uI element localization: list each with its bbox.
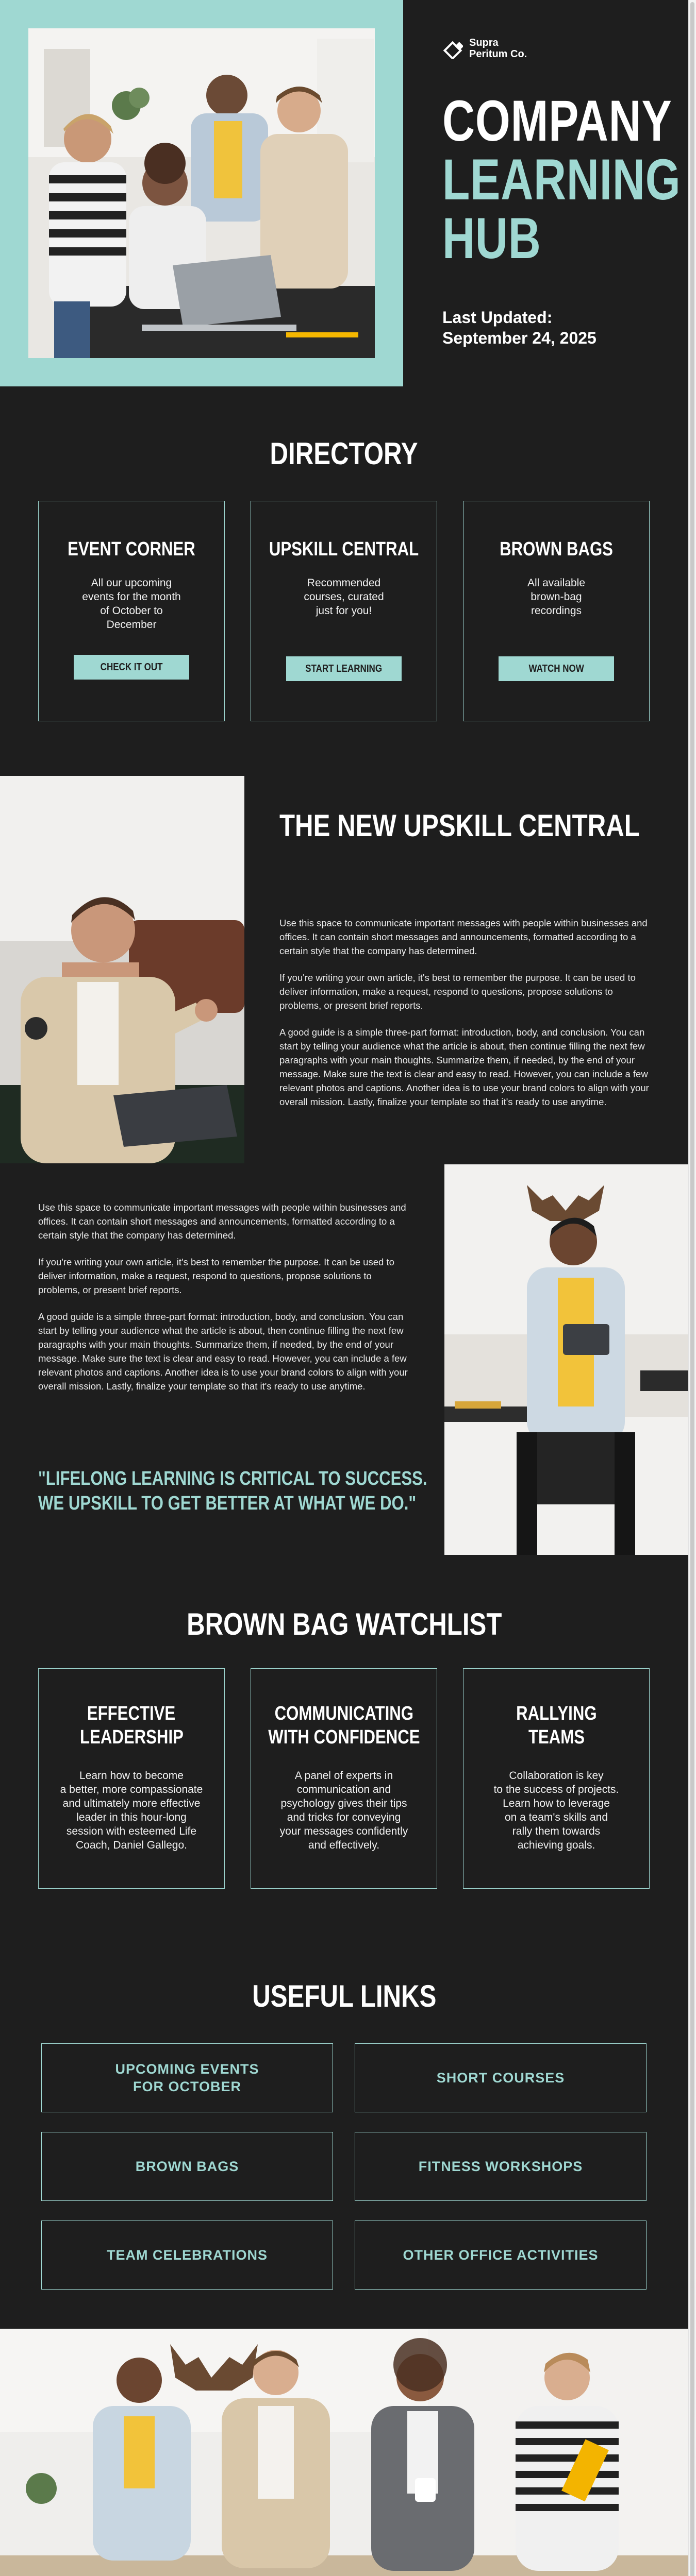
link-other-office-activities[interactable]: OTHER OFFICE ACTIVITIES bbox=[355, 2221, 647, 2290]
card-title bbox=[251, 1702, 437, 1749]
last-updated bbox=[442, 307, 596, 348]
quote-line1: "LIFELONG LEARNING IS CRITICAL TO SUCCESS. bbox=[38, 1468, 427, 1489]
card-description: All available brown-bag recordings bbox=[527, 577, 586, 617]
check-it-out-button[interactable] bbox=[74, 655, 189, 680]
watchlist-card-communicating bbox=[251, 1668, 437, 1889]
brand-name bbox=[469, 37, 527, 60]
card-title bbox=[463, 1702, 649, 1749]
article-paragraph: Use this space to communicate important messages with people within businesses and offices. It can contain short messages and announcements, formatted according to a certain style that the company has determined. bbox=[38, 1202, 406, 1241]
link-brown-bags[interactable]: BROWN BAGS bbox=[41, 2132, 333, 2201]
watchlist-title-text: BROWN BAG WATCHLIST bbox=[186, 1607, 502, 1641]
brand-logo bbox=[442, 37, 527, 60]
team-group-photo bbox=[0, 2329, 688, 2576]
watchlist-card-rallying-teams bbox=[463, 1668, 650, 1889]
hero-title-line1: COMPANY bbox=[442, 89, 672, 153]
article-paragraph: If you're writing your own article, it's best to remember the purpose. It can be used to deliver information, make a request, respond to questions, propose solutions to problems, or present brief reports. bbox=[38, 1257, 394, 1295]
hero-title bbox=[442, 89, 688, 270]
useful-links-title-text: USEFUL LINKS bbox=[252, 1979, 437, 2013]
article-title-text: THE NEW UPSKILL CENTRAL bbox=[279, 808, 640, 843]
hero-title-line2: LEARNING bbox=[442, 147, 681, 212]
directory-card-event-corner bbox=[38, 501, 225, 721]
brand-name-line1: Supra bbox=[469, 37, 499, 48]
article-photo-man-pointing bbox=[0, 776, 244, 1163]
link-upcoming-events[interactable]: UPCOMING EVENTS FOR OCTOBER bbox=[41, 2043, 333, 2112]
last-updated-label: Last Updated: bbox=[442, 308, 553, 327]
link-fitness-workshops[interactable]: FITNESS WORKSHOPS bbox=[355, 2132, 647, 2201]
card-description: All our upcoming events for the month of October to December bbox=[82, 577, 181, 631]
article-paragraph: Use this space to communicate important messages with people within businesses and offices. It can contain short messages and announcements, formatted according to a certain style that the company has determined. bbox=[279, 918, 648, 956]
start-learning-label: START LEARNING bbox=[305, 663, 383, 674]
directory-card-upskill-central bbox=[251, 501, 437, 721]
article-paragraph: A good guide is a simple three-part format: introduction, body, and conclusion. You can start by telling your audience what the article is about, then continue filling the next few paragraphs with your main thoughts. Summarize them, if needed, by the end of your message. Make sure the text is clear and easy to read. However, you can include a few relevant photos and captions. Another idea is to use your brand colors to align with your overall mission. Lastly, finalize your template so that it's ready to use anytime. bbox=[38, 1311, 408, 1392]
watchlist-card-effective-leadership bbox=[38, 1668, 225, 1889]
watch-now-button[interactable] bbox=[499, 656, 614, 681]
card-description: Learn how to become a better, more compassionate and ultimately more effective leader in this hour-long session with esteemed Life Coach, Daniel Gallego. bbox=[60, 1770, 203, 1851]
card-description: Recommended courses, curated just for you! bbox=[304, 577, 384, 617]
card-title bbox=[251, 538, 437, 561]
article-paragraph: If you're writing your own article, it's best to remember the purpose. It can be used to deliver information, make a request, respond to questions, propose solutions to problems, or present brief reports. bbox=[279, 972, 636, 1011]
check-it-out-label: CHECK IT OUT bbox=[100, 662, 163, 673]
brand-name-line2: Peritum Co. bbox=[469, 48, 527, 60]
card-title-line2: WITH CONFIDENCE bbox=[268, 1726, 420, 1748]
article-body-left bbox=[38, 1200, 410, 1406]
card-title-text: UPSKILL CENTRAL bbox=[269, 538, 419, 560]
brand-logo-icon bbox=[442, 38, 463, 59]
card-title-line1: EFFECTIVE bbox=[87, 1703, 176, 1724]
link-team-celebrations[interactable]: TEAM CELEBRATIONS bbox=[41, 2221, 333, 2290]
hero-title-line3: HUB bbox=[442, 206, 541, 270]
directory-title-text: DIRECTORY bbox=[270, 436, 419, 471]
watchlist-title bbox=[0, 1606, 688, 1642]
directory-title bbox=[0, 436, 688, 471]
card-title-line2: TEAMS bbox=[528, 1726, 585, 1748]
article-paragraph: A good guide is a simple three-part format: introduction, body, and conclusion. You can start by telling your audience what the article is about, then continue filling the next few paragraphs with your main thoughts. Summarize them, if needed, by the end of your message. Make sure the text is clear and easy to read. However, you can include a few relevant photos and captions. Another idea is to use your brand colors to align with your overall mission. Lastly, finalize your template so that it's ready to use anytime. bbox=[279, 1027, 649, 1107]
hero-accent-panel bbox=[0, 0, 403, 386]
card-title-line1: COMMUNICATING bbox=[274, 1703, 413, 1724]
card-title bbox=[39, 538, 224, 561]
directory-card-brown-bags bbox=[463, 501, 650, 721]
article-body-right bbox=[279, 916, 656, 1122]
card-title-line1: RALLYING bbox=[516, 1703, 597, 1724]
article-title bbox=[279, 808, 651, 843]
page-scrollbar[interactable] bbox=[688, 0, 696, 2576]
watch-now-label: WATCH NOW bbox=[528, 663, 584, 674]
useful-links-title bbox=[0, 1978, 688, 2014]
card-title-text: BROWN BAGS bbox=[500, 538, 613, 560]
card-title-line2: LEADERSHIP bbox=[79, 1726, 184, 1748]
quote-line2: WE UPSKILL TO GET BETTER AT WHAT WE DO." bbox=[38, 1493, 417, 1514]
card-title-text: EVENT CORNER bbox=[68, 538, 195, 560]
article-quote bbox=[38, 1466, 512, 1516]
hero-team-photo bbox=[28, 28, 375, 358]
card-description: A panel of experts in communication and psychology gives their tips and tricks for conveying your messages confidently and effectively. bbox=[279, 1770, 408, 1851]
last-updated-date: September 24, 2025 bbox=[442, 329, 596, 347]
card-title bbox=[463, 538, 649, 561]
link-short-courses[interactable]: SHORT COURSES bbox=[355, 2043, 647, 2112]
card-title bbox=[39, 1702, 224, 1749]
page-scrollbar-thumb[interactable] bbox=[690, 2, 694, 2576]
hero-section bbox=[0, 0, 688, 386]
start-learning-button[interactable] bbox=[286, 656, 402, 681]
card-description: Collaboration is key to the success of projects. Learn how to leverage on a team's skills and rally them towards achieving goals. bbox=[493, 1770, 619, 1851]
